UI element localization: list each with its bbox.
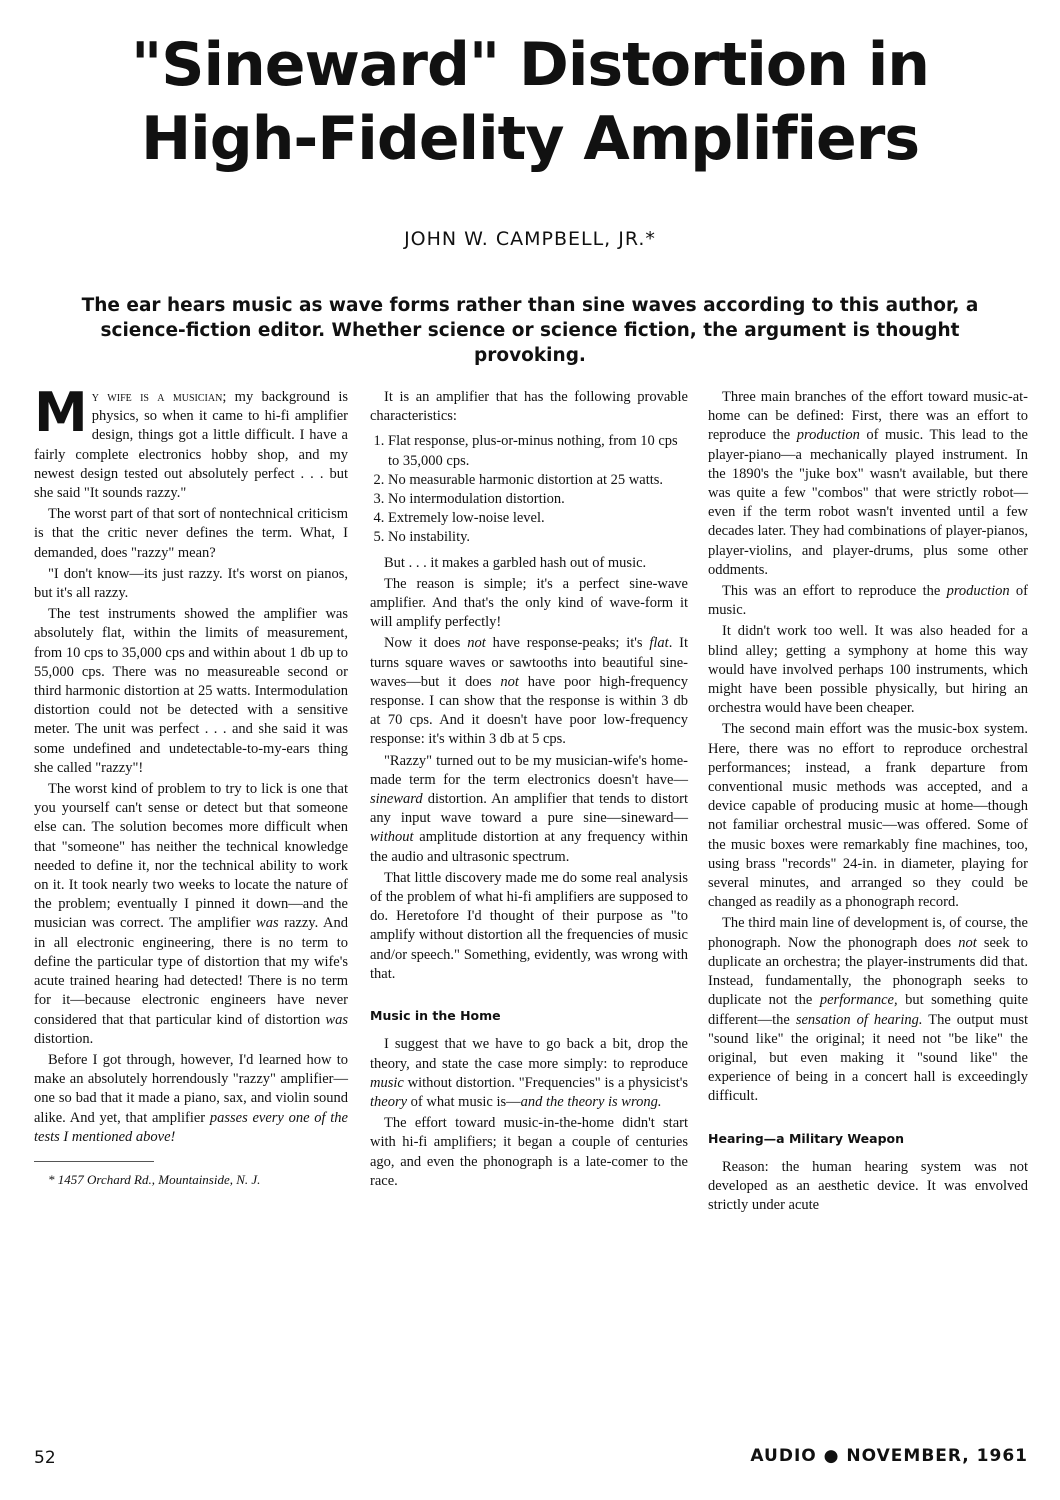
paragraph: "I don't know—its just razzy. It's worst on pianos, but it's all razzy.: [34, 565, 348, 602]
paragraph: The reason is simple; it's a perfect sine-wave amplifier. And that's the only kind of wave-form it will amplify perfectly!: [370, 575, 688, 631]
article-deck: The ear hears music as wave forms rather than sine waves according to this author, a science-fiction editor. Whether science or science fiction, the argument is thought provoking.: [81, 295, 979, 366]
magazine-footer: AUDIO ● NOVEMBER, 1961: [750, 1446, 1028, 1466]
characteristics-list: [370, 432, 688, 547]
paragraph: [34, 780, 348, 1049]
title-line-1: "Sineward" Distortion in: [131, 30, 929, 100]
list-item: 4. Extremely low-noise level.: [388, 509, 688, 528]
emphasis: performance,: [819, 992, 898, 1009]
paragraph-text: The output must "sound like" the original; it need not "be like" the original, but even making it "sound like" the experience of being in a concert hall is exceedingly difficult.: [708, 1011, 1028, 1105]
paragraph: The worst part of that sort of nontechnical criticism is that the critic never defines the term. What, I demanded, does "razzy" mean?: [34, 506, 348, 561]
column-1: [34, 381, 348, 1189]
paragraph-text: The worst kind of problem to try to lick is one that you yourself can't sense or detect but that someone else can. The solution becomes more difficult when that "someone" has neither the technical knowledge needed to define it, nor the technical ability to work on it. It took nearly two weeks to locate the nature of the problem; eventually I pinned it down—and the musician was correct. The amplifier: [34, 781, 348, 932]
paragraph: [34, 381, 348, 503]
emphasis: music: [370, 1074, 404, 1091]
list-item: 2. No measurable harmonic distortion at 25 watts.: [388, 471, 688, 490]
paragraph: [370, 1035, 688, 1112]
paragraph-text: distortion. An amplifier that tends to distort any input wave toward a pure sine—sineward—: [370, 791, 688, 827]
footnote: [34, 1161, 261, 1189]
paragraph-text: seek to duplicate an orchestra; the player-instruments did that. Instead, fundamentally, the phonograph seeks to duplicate not the: [708, 934, 1029, 1009]
emphasis: production: [796, 427, 860, 444]
paragraph: The test instruments showed the amplifier was absolutely flat, within the limits of measurement, from 10 cps to 35,000 cps and within about 1 db up to 55,000 cps. There was no measureable second or third harmonic distortion at 25 watts. Intermodulation distortion could not be detected with a sensitive meter. The unit was perfect . . . and she said it was some undefined and undetectable-to-my-ears thing she called "razzy"!: [34, 606, 348, 776]
paragraph-text: amplitude distortion at any frequency within the audio and ultrasonic spectrum.: [370, 829, 688, 865]
paragraph: [370, 752, 688, 867]
paragraph-text: This was an effort to reproduce the: [722, 583, 947, 600]
page-number: 52: [34, 1448, 56, 1468]
paragraph: [34, 1051, 348, 1147]
emphasis: was: [256, 915, 279, 932]
paragraph: It is an amplifier that has the following provable characteristics:: [370, 389, 688, 425]
paragraph: [370, 634, 688, 749]
emphasis: without: [370, 829, 414, 846]
emphasis: not: [500, 673, 519, 690]
paragraph: It didn't work too well. It was also headed for a blind alley; getting a symphony at home this way would have involved perhaps 100 instruments, which might have been possible physically, but hiring an orchestra would have been cheaper.: [708, 623, 1028, 717]
paragraph: [708, 388, 1028, 580]
paragraph-text: razzy. And in all electronic engineering, there is no term to define the particular type of distortion that my wife's acute trained hearing had detected! There is no term for it—because electronic engineers have never considered that that particular kind of distortion: [34, 915, 348, 1028]
emphasis: sineward: [370, 791, 423, 808]
drop-cap: M: [34, 381, 88, 444]
column-2: [370, 388, 688, 1193]
paragraph: Reason: the human hearing system was not developed as an aesthetic device. It was envolved strictly under acute: [708, 1158, 1028, 1214]
paragraph-text: ; my background is physics, so when it came to hi-fi amplifier design, things got a little difficult. I have a fairly complete electronics hobby shop, and my newest design tested out absolutely perfect . . . but she said "It sounds razzy.": [34, 389, 348, 502]
paragraph-text: I suggest that we have to go back a bit, drop the theory, and state the case more simply: to reproduce: [370, 1036, 688, 1072]
emphasis: production: [946, 583, 1010, 600]
article-title: [0, 28, 1060, 176]
paragraph-text: distortion.: [34, 1030, 94, 1047]
paragraph-text: but something quite different—the: [708, 992, 1029, 1028]
author-byline: JOHN W. CAMPBELL, JR.*: [404, 228, 656, 250]
emphasis: and the theory is wrong.: [520, 1093, 662, 1110]
section-heading: Music in the Home: [370, 1008, 501, 1024]
paragraph: The effort toward music-in-the-home didn't start with hi-fi amplifiers; it began a couple of centuries ago, and even the phonograph is a late-comer to the race.: [370, 1115, 688, 1189]
paragraph-text: Before I got through, however, I'd learned how to make an absolutely horrendously "razzy" amplifier—one so bad that it made a piano, sax, and violin sound alike. And yet, that amplifier: [34, 1051, 348, 1126]
paragraph-text: "Razzy" turned out to be my musician-wife's home-made term for the term electronics doesn't have—: [370, 752, 688, 788]
emphasis: was: [325, 1011, 348, 1028]
paragraph-text: of what music is—: [407, 1093, 521, 1110]
emphasis: sensation of hearing.: [795, 1011, 923, 1028]
list-item: 3. No intermodulation distortion.: [388, 490, 688, 509]
emphasis: theory: [370, 1093, 408, 1110]
paragraph-text: have poor high-frequency response. I can show that the response is within 3 db at 70 cps. And it doesn't have poor low-frequency response: it's within 3 db at 5 cps.: [370, 673, 688, 748]
emphasis: flat: [649, 635, 669, 652]
paragraph-text: have response-peaks; it's: [485, 635, 650, 652]
section-heading: Hearing—a Military Weapon: [708, 1130, 905, 1146]
paragraph-text: The third main line of development is, of course, the phonograph. Now the phonograph does: [708, 915, 1028, 951]
emphasis: passes every one of the tests I mentioned above!: [34, 1109, 348, 1145]
title-line-2: High-Fidelity Amplifiers: [140, 104, 920, 174]
paragraph-text: of music.: [708, 583, 1028, 619]
footnote-text: * 1457 Orchard Rd., Mountainside, N. J.: [48, 1171, 261, 1187]
emphasis: not: [958, 934, 977, 951]
paragraph: The second main effort was the music-box system. Here, there was no effort to reproduce orchestral performances; instead, a frank departure from conventional music methods was accepted, and a device capable of producing music at home—though not familiar orchestral music—was offered. Some of the music boxes were remarkably fine machines, too, using brass "records" 24-in. in diameter, playing for several minutes, and arranged so they could be changed as readily as a phonograph record.: [708, 721, 1028, 911]
paragraph-text: Three main branches of the effort toward music-at-home can be defined: First, there was an effort to reproduce the: [708, 389, 1028, 444]
column-3: [708, 388, 1028, 1217]
lead-smallcaps: y wife is a musician: [91, 389, 223, 405]
paragraph-text: of music. This lead to the player-piano—a mechanically played instrument. In the 1890's the "juke box" wasn't available, but there was quite a few "combos" that were strictly robot—even if the term robot wasn't invented until a few decades later. They had combinations of player-pianos, player-violins, and player-drums, plus some other oddments.: [708, 427, 1028, 578]
paragraph: [708, 582, 1028, 620]
paragraph-text: Now it does: [384, 635, 468, 652]
paragraph: [708, 914, 1028, 1106]
paragraph-text: . It turns square waves or sawtooths into beautiful sine-waves—but it does: [370, 635, 688, 690]
list-item: 1. Flat response, plus-or-minus nothing, from 10 cps to 35,000 cps.: [388, 432, 688, 470]
emphasis: not: [467, 635, 486, 652]
paragraph: That little discovery made me do some real analysis of the problem of what hi-fi amplifiers are supposed to do. Heretofore I'd thought of their purpose as "to amplify without distortion all the frequencies of music and/or speech." Something, evidently, was wrong with that.: [370, 869, 688, 982]
paragraph: But . . . it makes a garbled hash out of music.: [384, 554, 647, 571]
list-item: 5. No instability.: [388, 528, 688, 547]
paragraph-text: without distortion. "Frequencies" is a physicist's: [403, 1074, 688, 1091]
